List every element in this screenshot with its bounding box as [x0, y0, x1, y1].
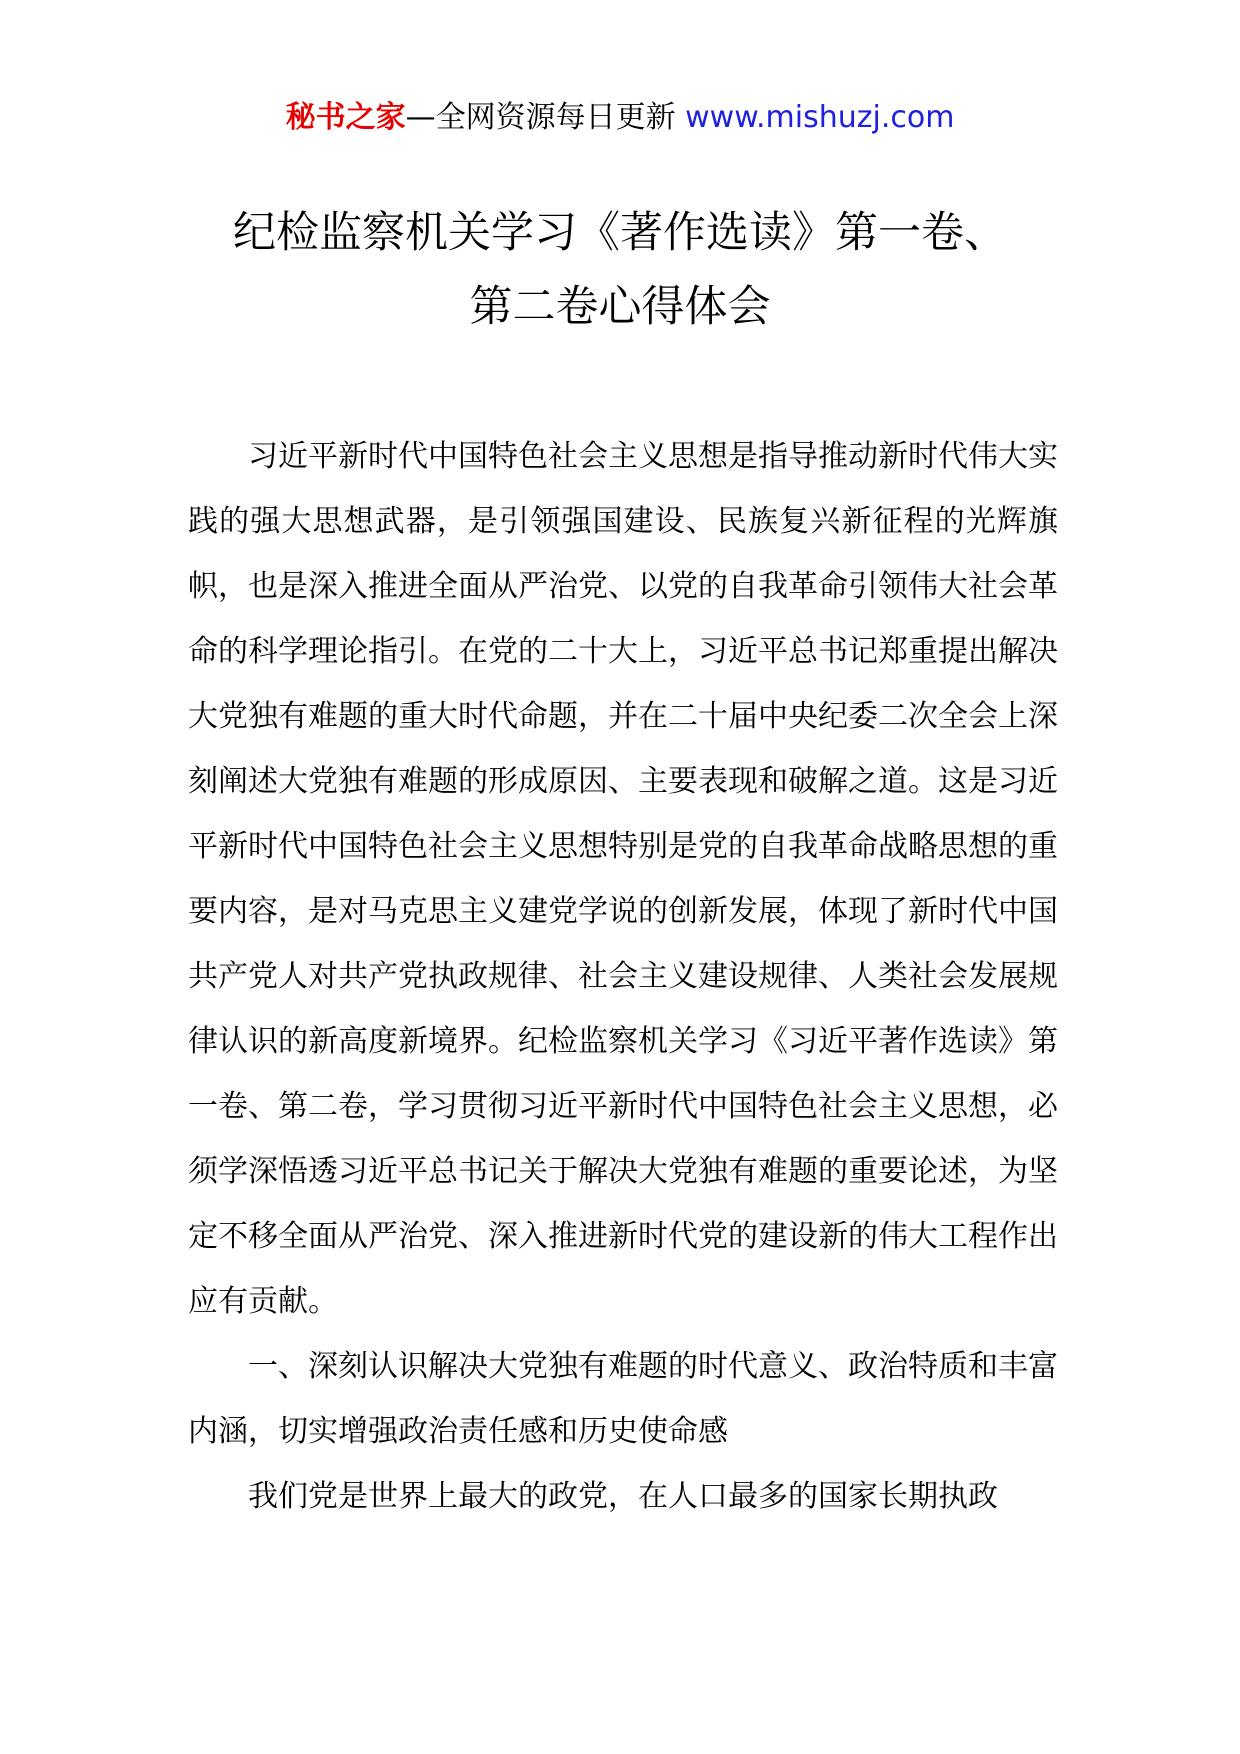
- site-brand: 秘书之家: [285, 100, 406, 135]
- body-paragraph-intro: 习近平新时代中国特色社会主义思想是指导推动新时代伟大实践的强大思想武器，是引领强国建设、民族复兴新征程的光辉旗帜，也是深入推进全面从严治党、以党的自我革命引领伟大社会革命的科学理论指引。在党的二十大上，习近平总书记郑重提出解决大党独有难题的重大时代命题，并在二十届中央纪委二次全会上深刻阐述大党独有难题的形成原因、主要表现和破解之道。这是习近平新时代中国特色社会主义思想特别是党的自我革命战略思想的重要内容，是对马克思主义建党学说的创新发展，体现了新时代中国共产党人对共产党执政规律、社会主义建设规律、人类社会发展规律认识的新高度新境界。纪检监察机关学习《习近平著作选读》第一卷、第二卷，学习贯彻习近平新时代中国特色社会主义思想，必须学深悟透习近平总书记关于解决大党独有难题的重要论述，为坚定不移全面从严治党、深入推进新时代党的建设新的伟大工程作出应有贡献。: [188, 439, 1058, 1319]
- document-title: [150, 196, 1090, 344]
- document-body: [188, 424, 1058, 1529]
- section-heading-1: 一、深刻认识解决大党独有难题的时代意义、政治特质和丰富内涵，切实增强政治责任感和历史使命感: [188, 1349, 1058, 1449]
- site-url-link[interactable]: www.mishuzj.com: [685, 100, 955, 135]
- title-line-1: 纪检监察机关学习《著作选读》第一卷、: [233, 208, 1007, 258]
- body-paragraph-section-1: 我们党是世界上最大的政党，在人口最多的国家长期执政: [248, 1479, 998, 1514]
- site-tagline: —全网资源每日更新: [405, 100, 686, 135]
- title-line-2: 第二卷心得体会: [469, 282, 771, 332]
- site-header: [0, 98, 1240, 138]
